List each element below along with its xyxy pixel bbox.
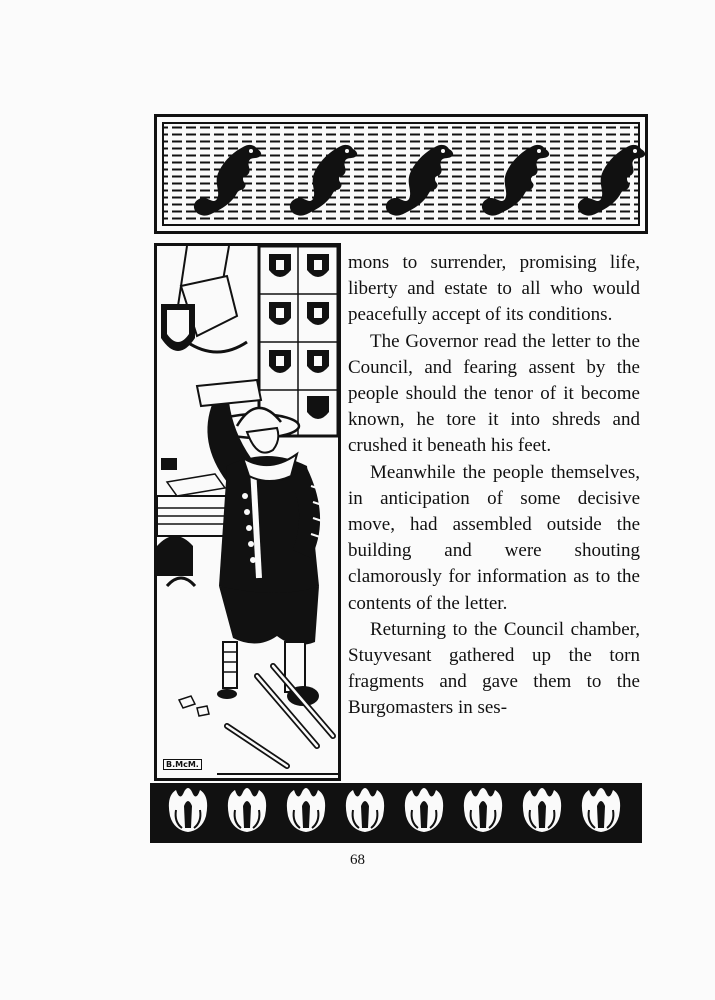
stuyvesant-illustration	[154, 243, 341, 781]
artist-signature: B.McM.	[163, 759, 202, 770]
governor-tearing-letter-icon	[157, 246, 338, 778]
body-text	[348, 250, 640, 722]
paragraph: Meanwhile the people themselves, in anticipation of some decisive move, had assembled outside the building and were shouting clamorously for information as to the contents of the letter.	[348, 461, 640, 614]
paragraph: mons to surrender, promising life, liberty and estate to all who would peacefully accept of its conditions.	[348, 252, 640, 326]
tulip-pattern-icon	[153, 786, 639, 840]
paragraph: Returning to the Council chamber, Stuyvesant gathered up the torn fragments and gave them to the Burgomasters in ses-	[348, 618, 640, 719]
paragraph: The Governor read the letter to the Council, and fearing assent by the people should the tenor of it become known, he tore it into shreds and crushed it beneath his feet.	[348, 330, 640, 457]
beaver-pattern-icon	[157, 117, 645, 231]
tulip-border-bottom	[150, 783, 642, 843]
page-number: 68	[350, 852, 365, 868]
beaver-border-top	[154, 114, 648, 234]
